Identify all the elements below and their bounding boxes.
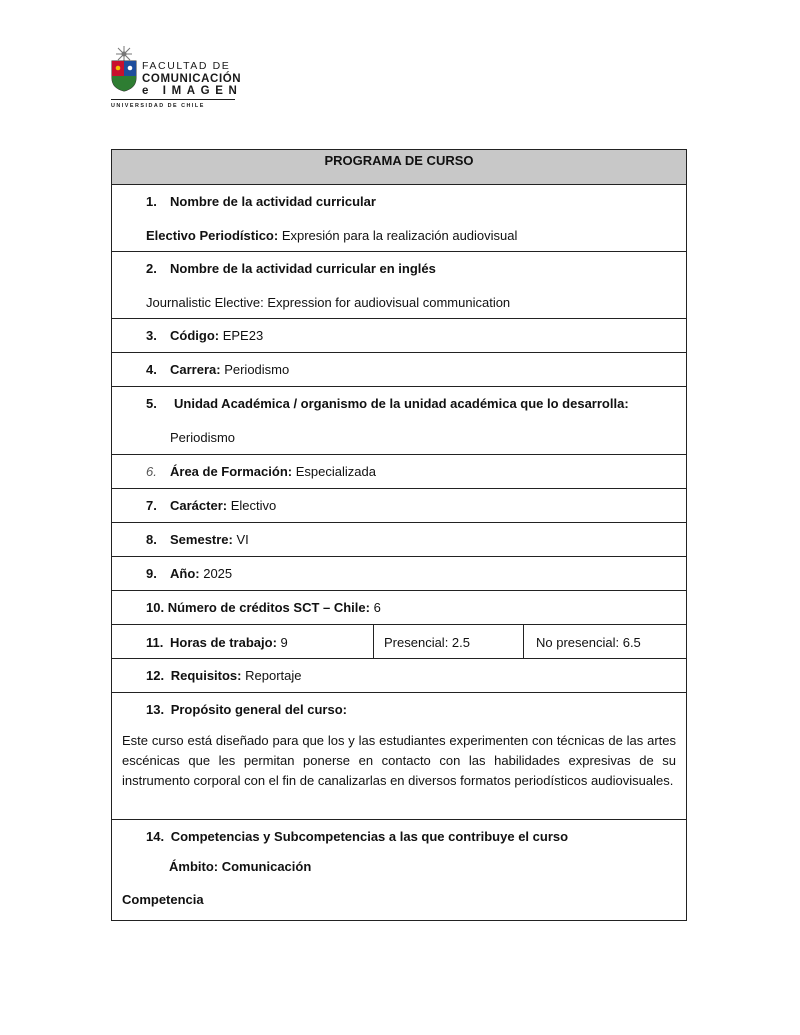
section-8-label: Semestre: [170, 532, 233, 547]
section-12-label: Requisitos: [170, 668, 242, 683]
section-6-label: Área de Formación: [170, 464, 293, 479]
section-4-value: Periodismo [220, 362, 290, 377]
section-13-label: Propósito general del curso: [170, 702, 347, 717]
section-10: 10. Número de créditos SCT – Chile: 6 [112, 590, 686, 624]
section-13-value: Este curso está diseñado para que los y las estudiantes experimenten con técnicas de las artes escénicas que les permitan ponerse en contacto con las habilidades expresivas de su instrumento corporal con el fin de canalizarlas en diversos formatos periodísticos audiovisuales. [122, 733, 676, 788]
section-5: 5. Unidad Académica / organismo de la unidad académica que lo desarrolla: Periodismo [112, 386, 686, 454]
section-5-label: Unidad Académica / organismo de la unidad académica que lo desarrolla: [174, 396, 629, 411]
logo-line-university: UNIVERSIDAD DE CHILE [111, 103, 205, 109]
section-9-label: Año: [170, 566, 200, 581]
university-shield-icon [111, 60, 137, 92]
section-2-value: Journalistic Elective: Expression for audiovisual communication [146, 295, 511, 310]
section-9: 9. Año: 2025 [112, 556, 686, 590]
faculty-logo [111, 46, 246, 116]
section-10-value: 6 [369, 600, 381, 615]
section-14-competencia: Competencia [122, 892, 204, 907]
section-11 [112, 624, 686, 658]
section-6-value: Especializada [292, 464, 376, 479]
section-8-value: VI [232, 532, 249, 547]
section-7-label: Carácter: [170, 498, 228, 513]
section-3: 3. Código: EPE23 [112, 318, 686, 352]
section-4: 4. Carrera: Periodismo [112, 352, 686, 386]
logo-divider [111, 99, 235, 100]
section-1-value: Expresión para la realización audiovisual [278, 228, 518, 243]
section-11-label: Horas de trabajo: [169, 635, 277, 650]
section-10-label: Número de créditos SCT – Chile: [167, 600, 370, 615]
section-4-label: Carrera: [170, 362, 221, 377]
section-7-value: Electivo [227, 498, 277, 513]
section-1-sub-label: Electivo Periodístico: [146, 228, 279, 243]
section-2: 2. Nombre de la actividad curricular en inglés Journalistic Elective: Expression for audiovisual communication [112, 251, 686, 318]
section-14: 14. Competencias y Subcompetencias a las que contribuye el curso Ámbito: Comunicación Competencia [112, 819, 686, 920]
logo-line-faculty: FACULTAD DE [142, 60, 231, 72]
section-9-value: 2025 [199, 566, 233, 581]
section-11-value: 9 [276, 635, 288, 650]
section-2-label: Nombre de la actividad curricular en inglés [170, 261, 436, 276]
section-14-label: Competencias y Subcompetencias a las que contribuye el curso [170, 829, 569, 844]
section-6: 6. Área de Formación: Especializada [112, 454, 686, 488]
section-5-value: Periodismo [170, 430, 236, 445]
section-12-value: Reportaje [241, 668, 302, 683]
section-8: 8. Semestre: VI [112, 522, 686, 556]
section-11-presencial: Presencial: 2.5 [374, 625, 524, 658]
section-7: 7. Carácter: Electivo [112, 488, 686, 522]
program-title: PROGRAMA DE CURSO [112, 150, 686, 184]
section-14-ambito: Ámbito: Comunicación [169, 859, 312, 874]
section-11-no-presencial: No presencial: 6.5 [536, 635, 641, 650]
section-1: 1. Nombre de la actividad curricular Electivo Periodístico: Expresión para la realización audiovisual [112, 184, 686, 251]
section-3-label: Código: [170, 328, 220, 343]
section-13: 13. Propósito general del curso: Este curso está diseñado para que los y las estudiantes experimenten con técnicas de las artes escénicas que les permitan ponerse en contacto con las habilidades expresivas de su instrumento corporal con el fin de canalizarlas en diversos formatos periodísticos audiovisuales. [112, 692, 686, 819]
logo-line-image: e IMAGEN [142, 85, 243, 97]
course-program-table [111, 149, 687, 921]
section-3-value: EPE23 [219, 328, 264, 343]
section-1-label: Nombre de la actividad curricular [170, 194, 376, 209]
logo-line-communication: COMUNICACIÓN [142, 73, 242, 85]
section-12: 12. Requisitos: Reportaje [112, 658, 686, 692]
section-11-hours: 11. Horas de trabajo: 9 [112, 625, 374, 658]
